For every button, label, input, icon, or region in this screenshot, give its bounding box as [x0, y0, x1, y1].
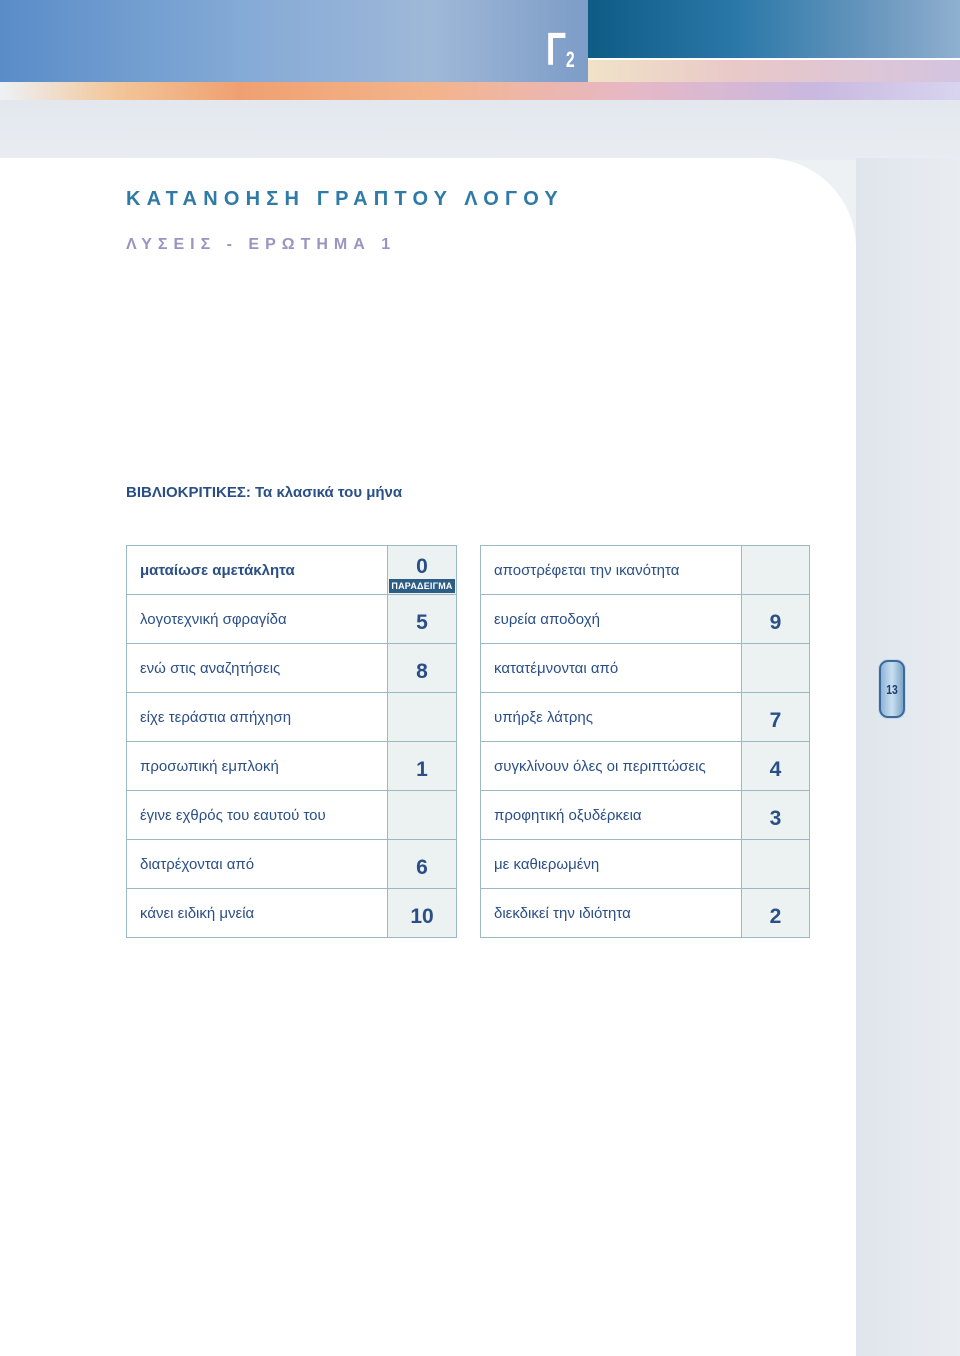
table-row	[481, 889, 810, 938]
phrase-cell: προσωπική εμπλοκή	[127, 742, 388, 791]
table-row	[481, 840, 810, 889]
table-row	[481, 693, 810, 742]
page-number: 13	[886, 682, 898, 697]
phrase-cell: ματαίωσε αμετάκλητα	[127, 546, 388, 595]
answer-value: 5	[416, 611, 428, 634]
table-row	[481, 546, 810, 595]
answer-cell	[742, 889, 810, 938]
phrase-cell: έγινε εχθρός του εαυτού του	[127, 791, 388, 840]
answer-cell	[388, 546, 457, 595]
answer-value: 6	[416, 856, 428, 879]
table-row	[481, 595, 810, 644]
page-number-tab	[879, 660, 905, 718]
answer-cell	[742, 693, 810, 742]
right-margin	[856, 158, 960, 1356]
answer-value: 0	[416, 555, 428, 578]
phrase-cell: συγκλίνουν όλες οι περιπτώσεις	[481, 742, 742, 791]
answer-value: 4	[769, 758, 782, 781]
gradient-stripe	[0, 82, 960, 100]
answer-cell	[388, 742, 457, 791]
phrase-cell: διεκδικεί την ιδιότητα	[481, 889, 742, 938]
header-chapter-block	[588, 0, 960, 58]
left-answer-table	[126, 545, 457, 938]
example-badge: ΠΑΡΑΔΕΙΓΜΑ	[389, 579, 455, 593]
answer-cell	[742, 644, 810, 693]
answer-cell	[388, 693, 457, 742]
table-row	[127, 791, 457, 840]
table-row	[127, 546, 457, 595]
page-subtitle: ΛΥΣΕΙΣ - ΕΡΩΤΗΜΑ 1	[126, 236, 397, 253]
answer-cell	[742, 595, 810, 644]
answer-cell	[388, 840, 457, 889]
answer-value: 10	[410, 905, 434, 928]
phrase-cell: ενώ στις αναζητήσεις	[127, 644, 388, 693]
header-rule	[588, 58, 960, 60]
phrase-cell: διατρέχονται από	[127, 840, 388, 889]
chapter-letter: Γ	[546, 23, 566, 75]
table-row	[127, 889, 457, 938]
phrase-cell: κατατέμνονται από	[481, 644, 742, 693]
chapter-mark	[546, 24, 575, 83]
answer-cell	[388, 644, 457, 693]
phrase-cell: κάνει ειδική μνεία	[127, 889, 388, 938]
chapter-number: 2	[565, 47, 575, 72]
phrase-cell: υπήρξε λάτρης	[481, 693, 742, 742]
table-row	[127, 595, 457, 644]
answer-value: 2	[769, 905, 782, 928]
phrase-cell: ευρεία αποδοχή	[481, 595, 742, 644]
answer-cell	[388, 595, 457, 644]
phrase-cell: λογοτεχνική σφραγίδα	[127, 595, 388, 644]
table-row	[481, 742, 810, 791]
answer-value: 3	[769, 807, 782, 830]
table-row	[481, 791, 810, 840]
answer-cell	[742, 546, 810, 595]
right-answer-table	[480, 545, 810, 938]
answer-cell	[388, 889, 457, 938]
table-row	[127, 840, 457, 889]
fade-band	[0, 100, 960, 160]
page-title: ΚΑΤΑΝΟΗΣΗ ΓΡΑΠΤΟΥ ΛΟΓΟΥ	[126, 188, 564, 210]
table-row	[127, 644, 457, 693]
phrase-cell: με καθιερωμένη	[481, 840, 742, 889]
answer-cell	[388, 791, 457, 840]
answer-cell	[742, 840, 810, 889]
answer-value: 7	[769, 709, 782, 732]
phrase-cell: αποστρέφεται την ικανότητα	[481, 546, 742, 595]
section-heading: ΒΙΒΛΙΟΚΡΙΤΙΚΕΣ: Τα κλασικά του μήνα	[126, 484, 403, 501]
answer-value: 1	[416, 758, 428, 781]
answer-cell	[742, 791, 810, 840]
answer-value: 9	[769, 611, 782, 634]
table-row	[127, 693, 457, 742]
answer-value: 8	[416, 660, 428, 683]
phrase-cell: προφητική οξυδέρκεια	[481, 791, 742, 840]
table-row	[481, 644, 810, 693]
table-row	[127, 742, 457, 791]
phrase-cell: είχε τεράστια απήχηση	[127, 693, 388, 742]
answer-cell	[742, 742, 810, 791]
header-pastel-strip	[588, 58, 960, 82]
